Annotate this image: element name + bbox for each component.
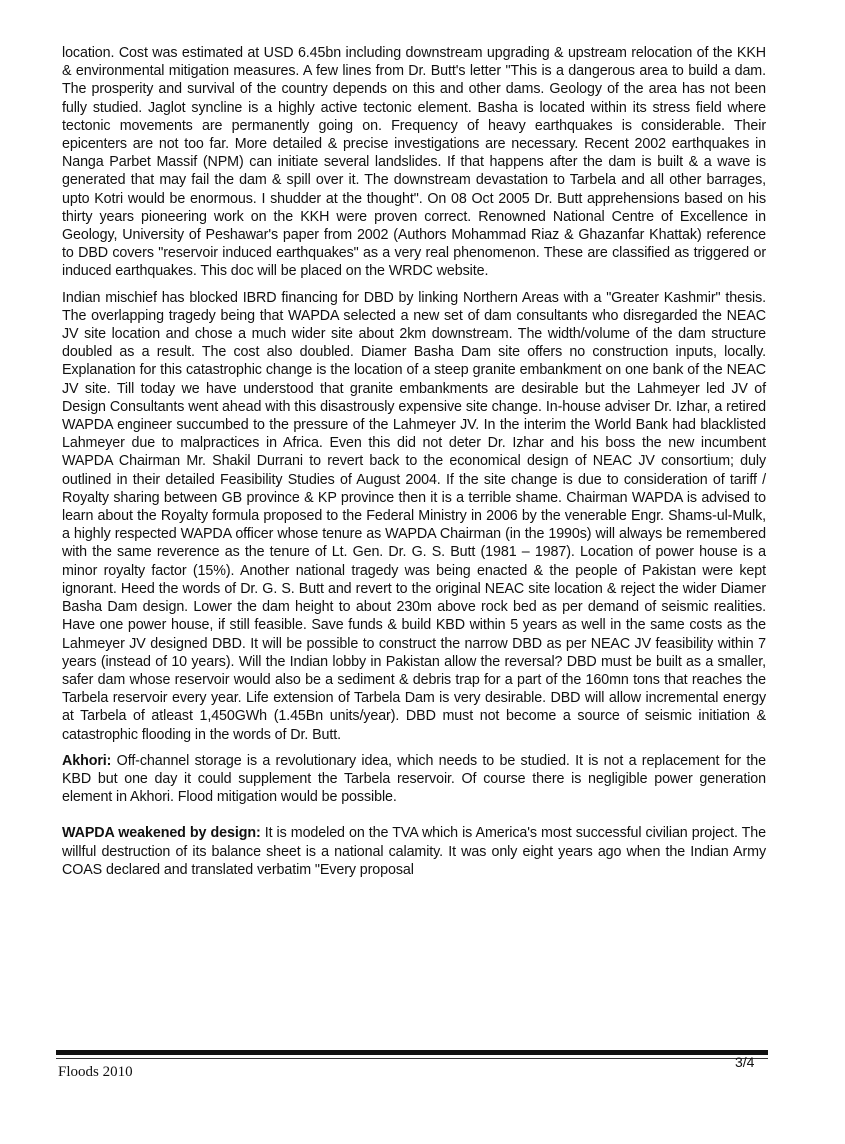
paragraph-text: Indian mischief has blocked IBRD financing for DBD by linking Northern Areas with a "Greater Kashmir" thesis. The overlapping tragedy being that WAPDA selected a new set of dam consultants who disregarded the NEAC JV site location and chose a much wider site about 2km downstream. The width/volume of the dam structure doubled as a result. The cost also doubled. Diamer Basha Dam site offers no construction inputs, locally. Explanation for this catastrophic change is the location of a steep granite embankment on one bank of the NEAC JV site. Till today we have understood that granite embankments are desirable but the Lahmeyer led JV of Design Consultants went ahead with this disastrously expensive site change. In-house adviser Dr. Izhar, a retired WAPDA engineer succumbed to the pressure of the Lahmeyer JV. In the interim the World Bank had blacklisted Lahmeyer due to malpractices in Africa. Even this did not deter Dr. Izhar and his boss the new incumbent WAPDA Chairman Mr. Shakil Durrani to revert back to the economical design of NEAC JV consortium; duly outlined in their detailed Feasibility Studies of August 2004. If the site change is due to consideration of tariff / Royalty sharing between GB province & KP province then it is a terrible shame. Chairman WAPDA is advised to learn about the Royalty formula proposed to the Federal Ministry in 2006 by the venerable Engr. Shams-ul-Mulk, a highly respected WAPDA officer whose tenure as WAPDA Chairman (in the 1990s) will always be remembered with the same reverence as the tenure of Lt. Gen. Dr. G. S. Butt (1981 – 1987). Location of power house is a minor royalty factor (15%). Another national tragedy was being enacted & the people of Pakistan were kept ignorant. Heed the words of Dr. G. S. Butt and revert to the original NEAC site location & reject the wider Diamer Basha Dam design. Lower the dam height to about 230m above rock bed as per demand of seismic realities. Have one power house, if still feasible. Save funds & build KBD within 5 years as well in the same costs as the Lahmeyer JV designed DBD. It will be possible to construct the narrow DBD as per NEAC JV feasibility within 7 years (instead of 10 years). Will the Indian lobby in Pakistan allow the reversal? DBD must be built as a smaller, safer dam whose reservoir would also be a sediment & debris trap for a part of the 160mn tons that reaches the Tarbela reservoir every year. Life extension of Tarbela Dam is very desirable. DBD will allow incremental energy at Tarbela of atleast 1,450GWh (1.45Bn units/year). DBD must not become a source of seismic initiation & catastrophic flooding in the words of Dr. Butt. <box>62 289 766 743</box>
paragraph-indian-mischief <box>62 289 766 744</box>
paragraph-dam-location <box>62 44 766 281</box>
footer-rule-thick <box>56 1050 768 1055</box>
footer-title: Floods 2010 <box>58 1064 133 1080</box>
paragraph-lead: WAPDA weakened by design: <box>62 825 261 842</box>
page-number: 3/4 <box>735 1054 755 1070</box>
document-body <box>62 44 766 887</box>
paragraph-wapda-weakened <box>62 824 766 879</box>
paragraph-text: Off-channel storage is a revolutionary idea, which needs to be studied. It is not a replacement for the KBD but one day it could supplement the Tarbela reservoir. Of course there is negligible power generation element in Akhori. Flood mitigation would be possible. <box>62 752 766 806</box>
paragraph-text: It is modeled on the TVA which is America's most successful civilian project. The willful destruction of its balance sheet is a national calamity. It was only eight years ago when the Indian Army COAS declared and translated verbatim "Every proposal <box>62 825 766 878</box>
paragraph-lead: Akhori: <box>62 752 112 769</box>
footer-rule-thin <box>56 1058 768 1059</box>
paragraph-akhori <box>62 752 766 807</box>
paragraph-text: location. Cost was estimated at USD 6.45bn including downstream upgrading & upstream relocation of the KKH & environmental mitigation measures. A few lines from Dr. Butt's letter "This is a dangerous area to build a dam. The prosperity and survival of the country depends on this and other dams. Geology of the area has not been fully studied. Jaglot syncline is a highly active tectonic element. Basha is located within its stress field where tectonic movements are permanently going on. Frequency of heavy earthquakes is considerable. Their epicenters are not too far. More detailed & precise investigations are necessary. Recent 2002 earthquakes in Nanga Parbet Massif (NPM) can initiate several landslides. If that happens after the dam is built & a wave is generated that may fail the dam & spill over it. The downstream devastation to Tarbela and all other barrages, upto Kotri would be enormous. I shudder at the thought". On 08 Oct 2005 Dr. Butt apprehensions based on his thirty years pioneering work on the KKH were proven correct. Renowned National Centre of Excellence in Geology, University of Peshawar's paper from 2002 (Authors Mohammad Riaz & Ghazanfar Khattak) reference to DBD covers "reservoir induced earthquakes" as a very real phenomenon. These are classified as triggered or induced earthquakes. This doc will be placed on the WRDC website. <box>62 45 766 280</box>
